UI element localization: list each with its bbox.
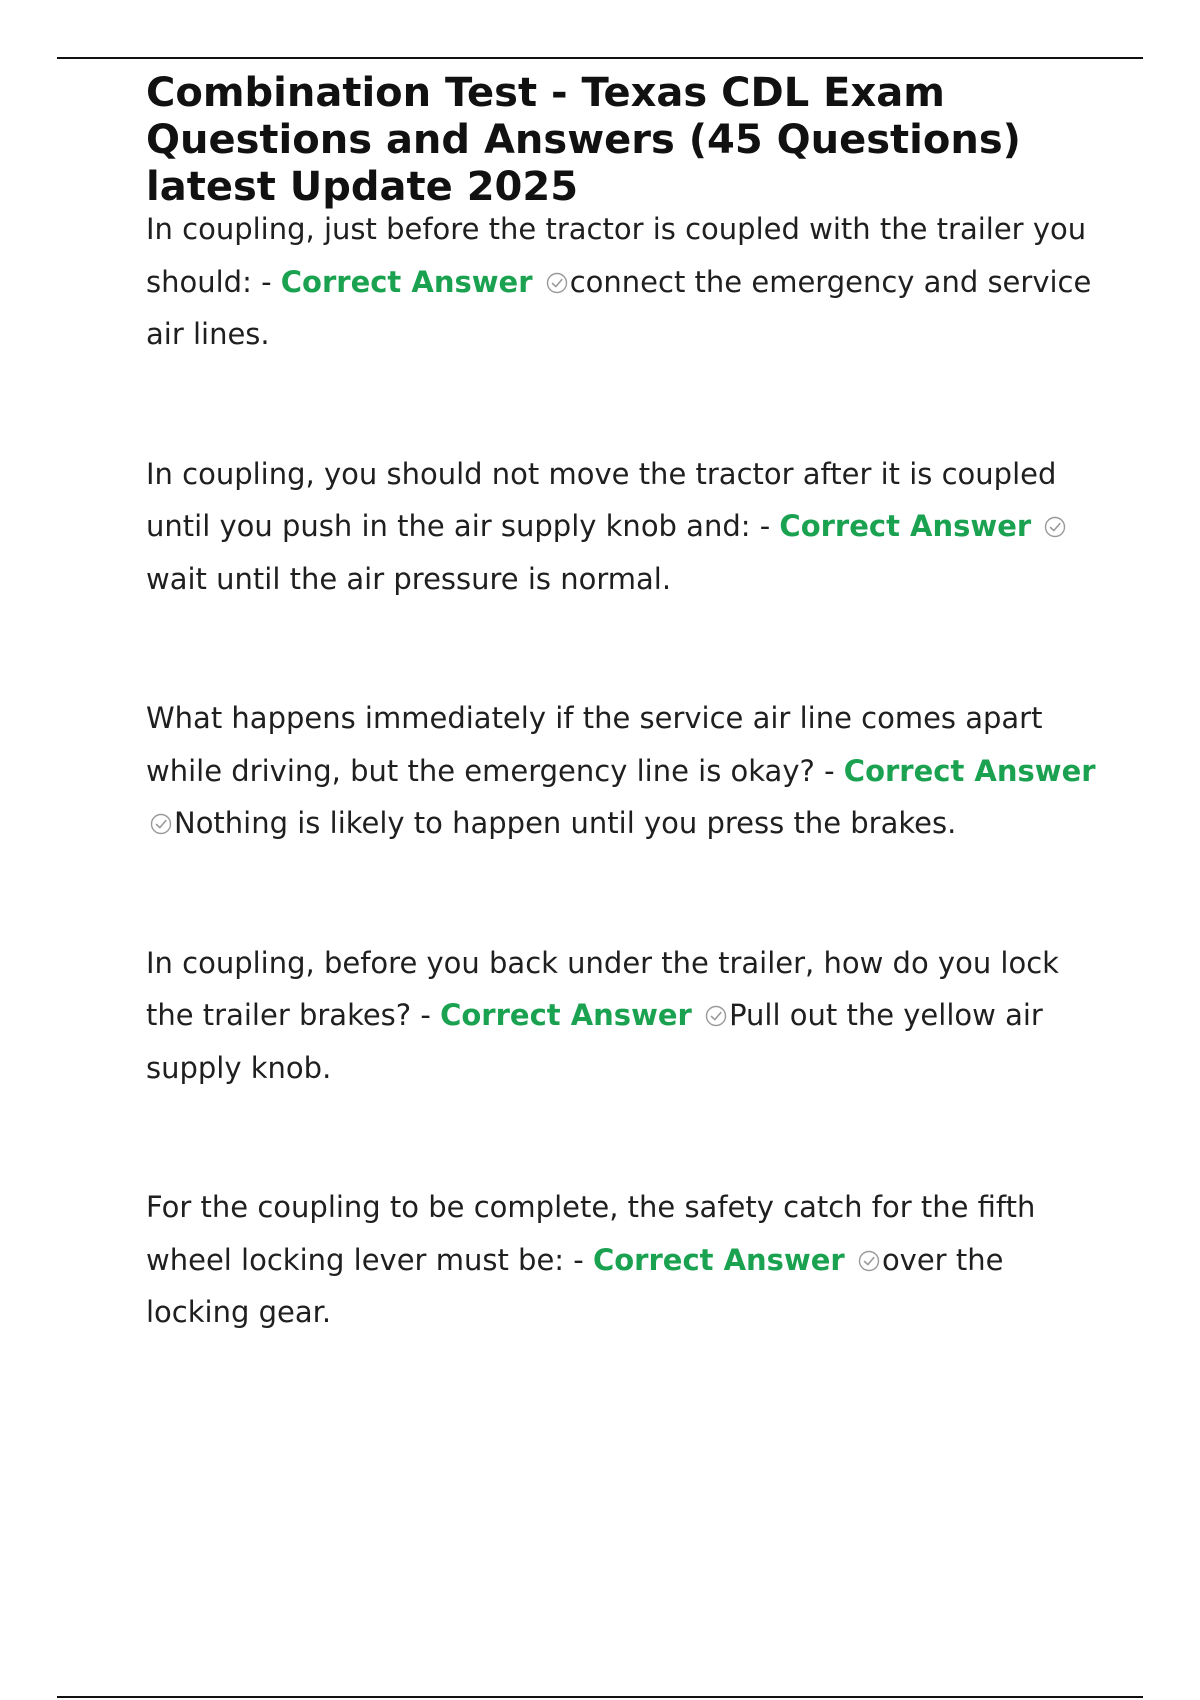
separator: - <box>814 753 844 788</box>
question-text: What happens immediately if the service air line comes apart while driving, but the emergency line is okay? <box>146 701 1043 788</box>
check-circle-icon <box>150 813 172 835</box>
check-circle-icon <box>1044 516 1066 538</box>
qa-item-1 <box>146 203 1096 361</box>
answer-text: Nothing is likely to happen until you press the brakes. <box>174 806 957 840</box>
document-body <box>146 70 1096 1339</box>
bottom-rule <box>57 1696 1143 1698</box>
answer-text: Pull out the yellow air supply knob. <box>146 998 1043 1085</box>
answer-text: over the locking gear. <box>146 1242 1004 1329</box>
separator: - <box>564 1242 593 1277</box>
qa-item-3 <box>146 692 1096 850</box>
qa-item-4 <box>146 937 1096 1095</box>
answer-text: wait until the air pressure is normal. <box>146 561 672 596</box>
check-circle-icon <box>705 1005 727 1027</box>
qa-item-2 <box>146 448 1096 606</box>
document-title: Combination Test - Texas CDL Exam Questions and Answers (45 Questions) latest Update 2025 <box>146 70 1021 210</box>
qa-item-5 <box>146 1181 1096 1339</box>
correct-answer-label: Correct Answer <box>280 264 533 299</box>
answer-text: connect the emergency and service air lines. <box>146 264 1092 351</box>
correct-answer-label: Correct Answer <box>779 509 1032 543</box>
correct-answer-label: Correct Answer <box>592 1242 845 1277</box>
top-rule <box>57 57 1143 59</box>
question-text: For the coupling to be complete, the safety catch for the fifth wheel locking lever must be: <box>146 1190 1036 1277</box>
separator: - <box>411 998 441 1032</box>
question-text: In coupling, you should not move the tractor after it is coupled until you push in the air supply knob and: <box>146 456 1057 543</box>
correct-answer-label: Correct Answer <box>440 998 692 1032</box>
correct-answer-label: Correct Answer <box>843 753 1096 788</box>
check-circle-icon <box>546 272 568 294</box>
question-text: In coupling, before you back under the trailer, how do you lock the trailer brakes? <box>146 945 1059 1032</box>
question-text: In coupling, just before the tractor is coupled with the trailer you should: <box>146 212 1087 299</box>
check-circle-icon <box>858 1250 880 1272</box>
separator: - <box>750 509 780 543</box>
separator: - <box>251 264 281 299</box>
